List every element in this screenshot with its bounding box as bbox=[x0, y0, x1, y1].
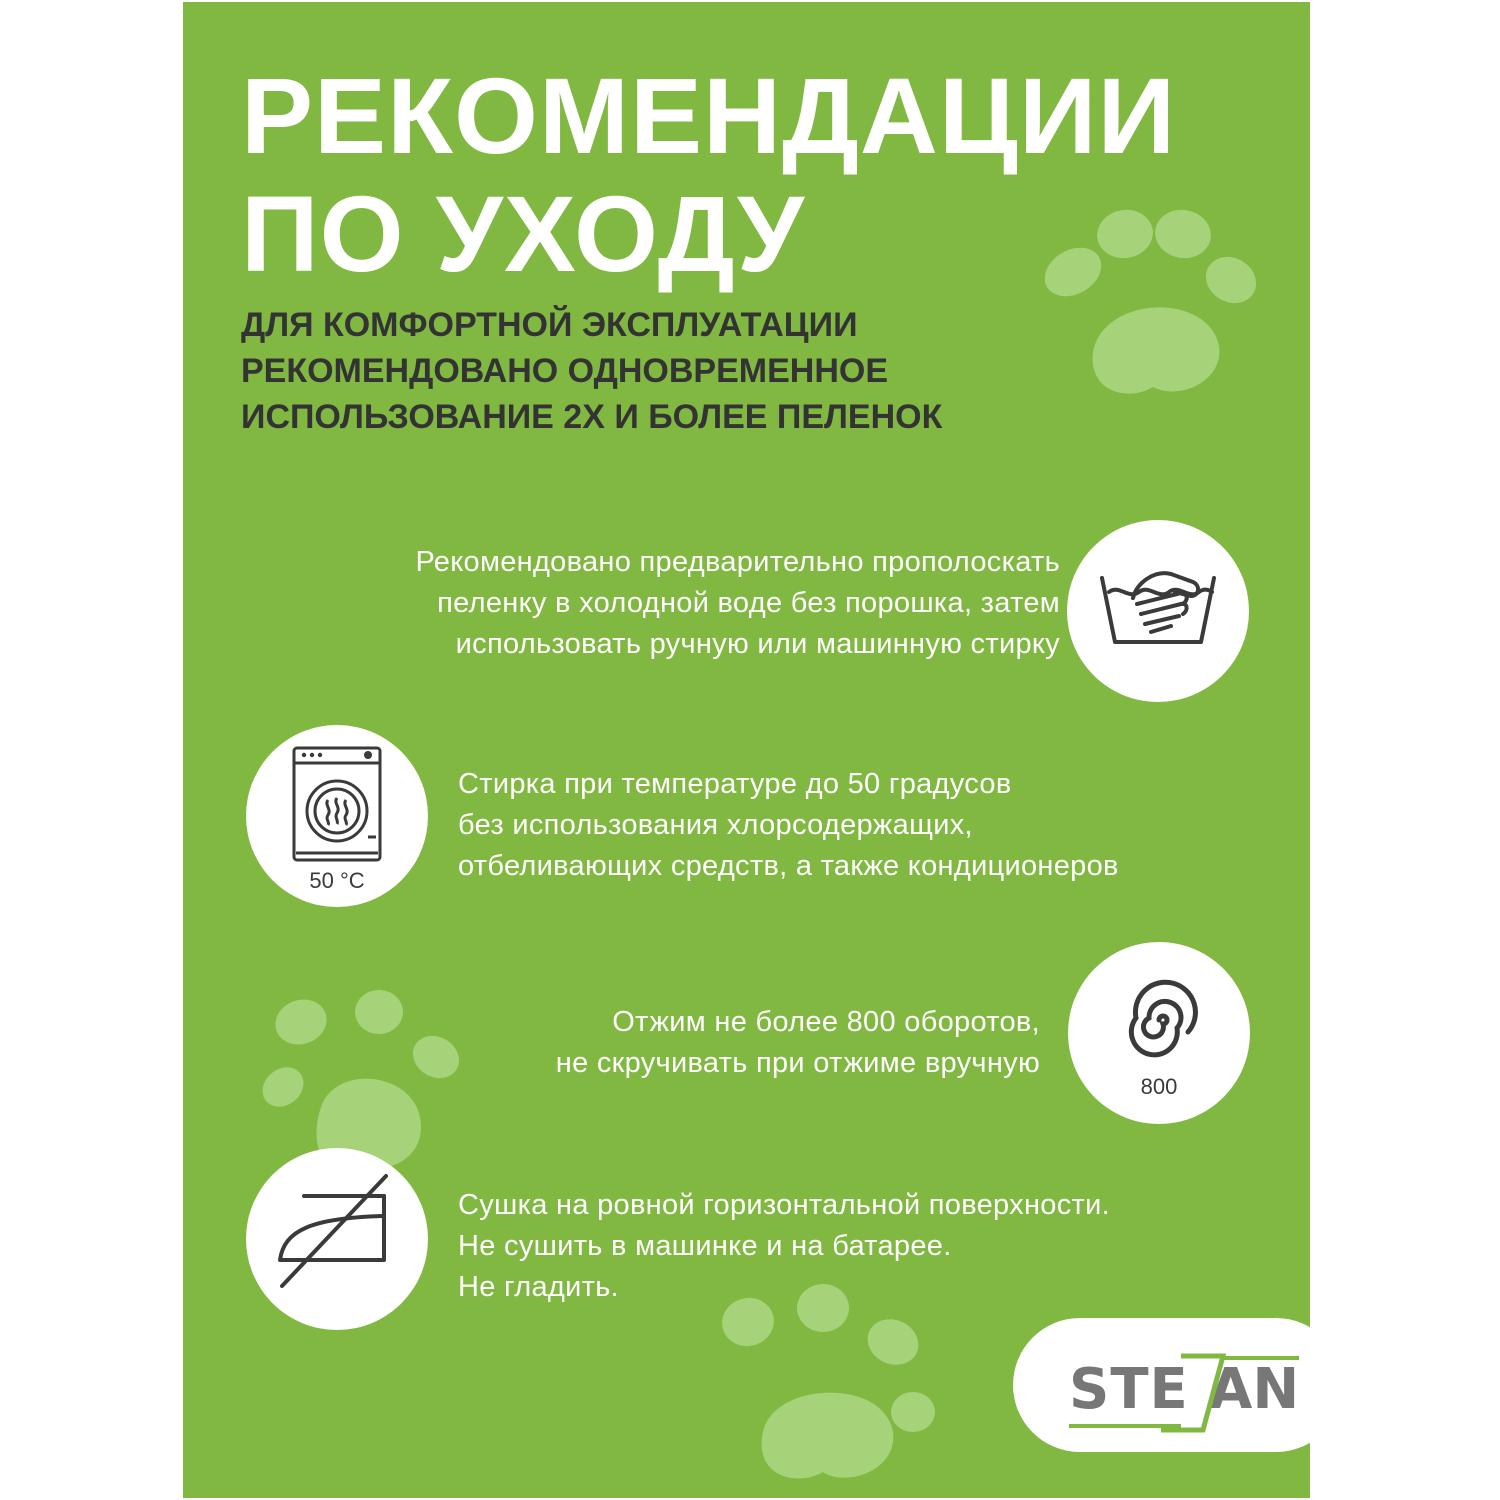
care-text-line: Не сушить в машинке и на батарее. bbox=[458, 1230, 952, 1262]
no-ironing-icon bbox=[246, 1148, 428, 1330]
care-text-line: без использования хлорсодержащих, bbox=[458, 809, 973, 841]
subtitle-line: РЕКОМЕНДОВАНО ОДНОВРЕМЕННОЕ bbox=[241, 352, 888, 390]
title-line: ПО УХОДУ bbox=[241, 173, 806, 294]
care-text-line: Отжим не более 800 оборотов, bbox=[612, 1006, 1040, 1038]
care-icon-circle bbox=[1067, 520, 1249, 702]
page-title bbox=[241, 57, 1176, 293]
care-text-line: Не гладить. bbox=[458, 1271, 619, 1303]
care-icon-circle bbox=[246, 1148, 428, 1330]
brand-logo-mark bbox=[1013, 1318, 1310, 1452]
care-text bbox=[556, 1002, 1040, 1084]
subtitle-line: ИСПОЛЬЗОВАНИЕ 2Х И БОЛЕЕ ПЕЛЕНОК bbox=[241, 398, 943, 436]
care-text-line: использовать ручную или машинную стирку bbox=[455, 628, 1060, 660]
spin-label: 800 bbox=[1140, 1074, 1178, 1099]
paw-icon bbox=[693, 1282, 943, 1492]
care-text bbox=[458, 1185, 1110, 1308]
care-icon-circle bbox=[1068, 942, 1250, 1124]
subtitle bbox=[241, 302, 942, 440]
care-text-line: Стирка при температуре до 50 градусов bbox=[458, 768, 1012, 800]
care-icon-circle bbox=[246, 725, 428, 907]
care-text-line: отбеливающих средств, а также кондиционеров bbox=[458, 850, 1119, 882]
subtitle-line: ДЛЯ КОМФОРТНОЙ ЭКСПЛУАТАЦИИ bbox=[241, 306, 858, 344]
care-text-line: Рекомендовано предварительно прополоскать bbox=[415, 546, 1060, 578]
temperature-label: 50 °C bbox=[309, 868, 365, 893]
poster bbox=[183, 2, 1310, 1498]
care-text-line: Сушка на ровной горизонтальной поверхности. bbox=[458, 1189, 1110, 1221]
svg-text:AN: AN bbox=[1209, 1357, 1300, 1422]
brand-logo bbox=[1013, 1318, 1310, 1452]
svg-text:STE: STE bbox=[1069, 1357, 1189, 1422]
care-text-line: не скручивать при отжиме вручную bbox=[555, 1047, 1040, 1079]
care-text-line: пеленку в холодной воде без порошка, затем bbox=[437, 587, 1060, 619]
hand-wash-icon bbox=[1067, 520, 1249, 702]
care-text bbox=[415, 542, 1060, 665]
title-line: РЕКОМЕНДАЦИИ bbox=[241, 55, 1177, 176]
care-text bbox=[458, 764, 1119, 887]
